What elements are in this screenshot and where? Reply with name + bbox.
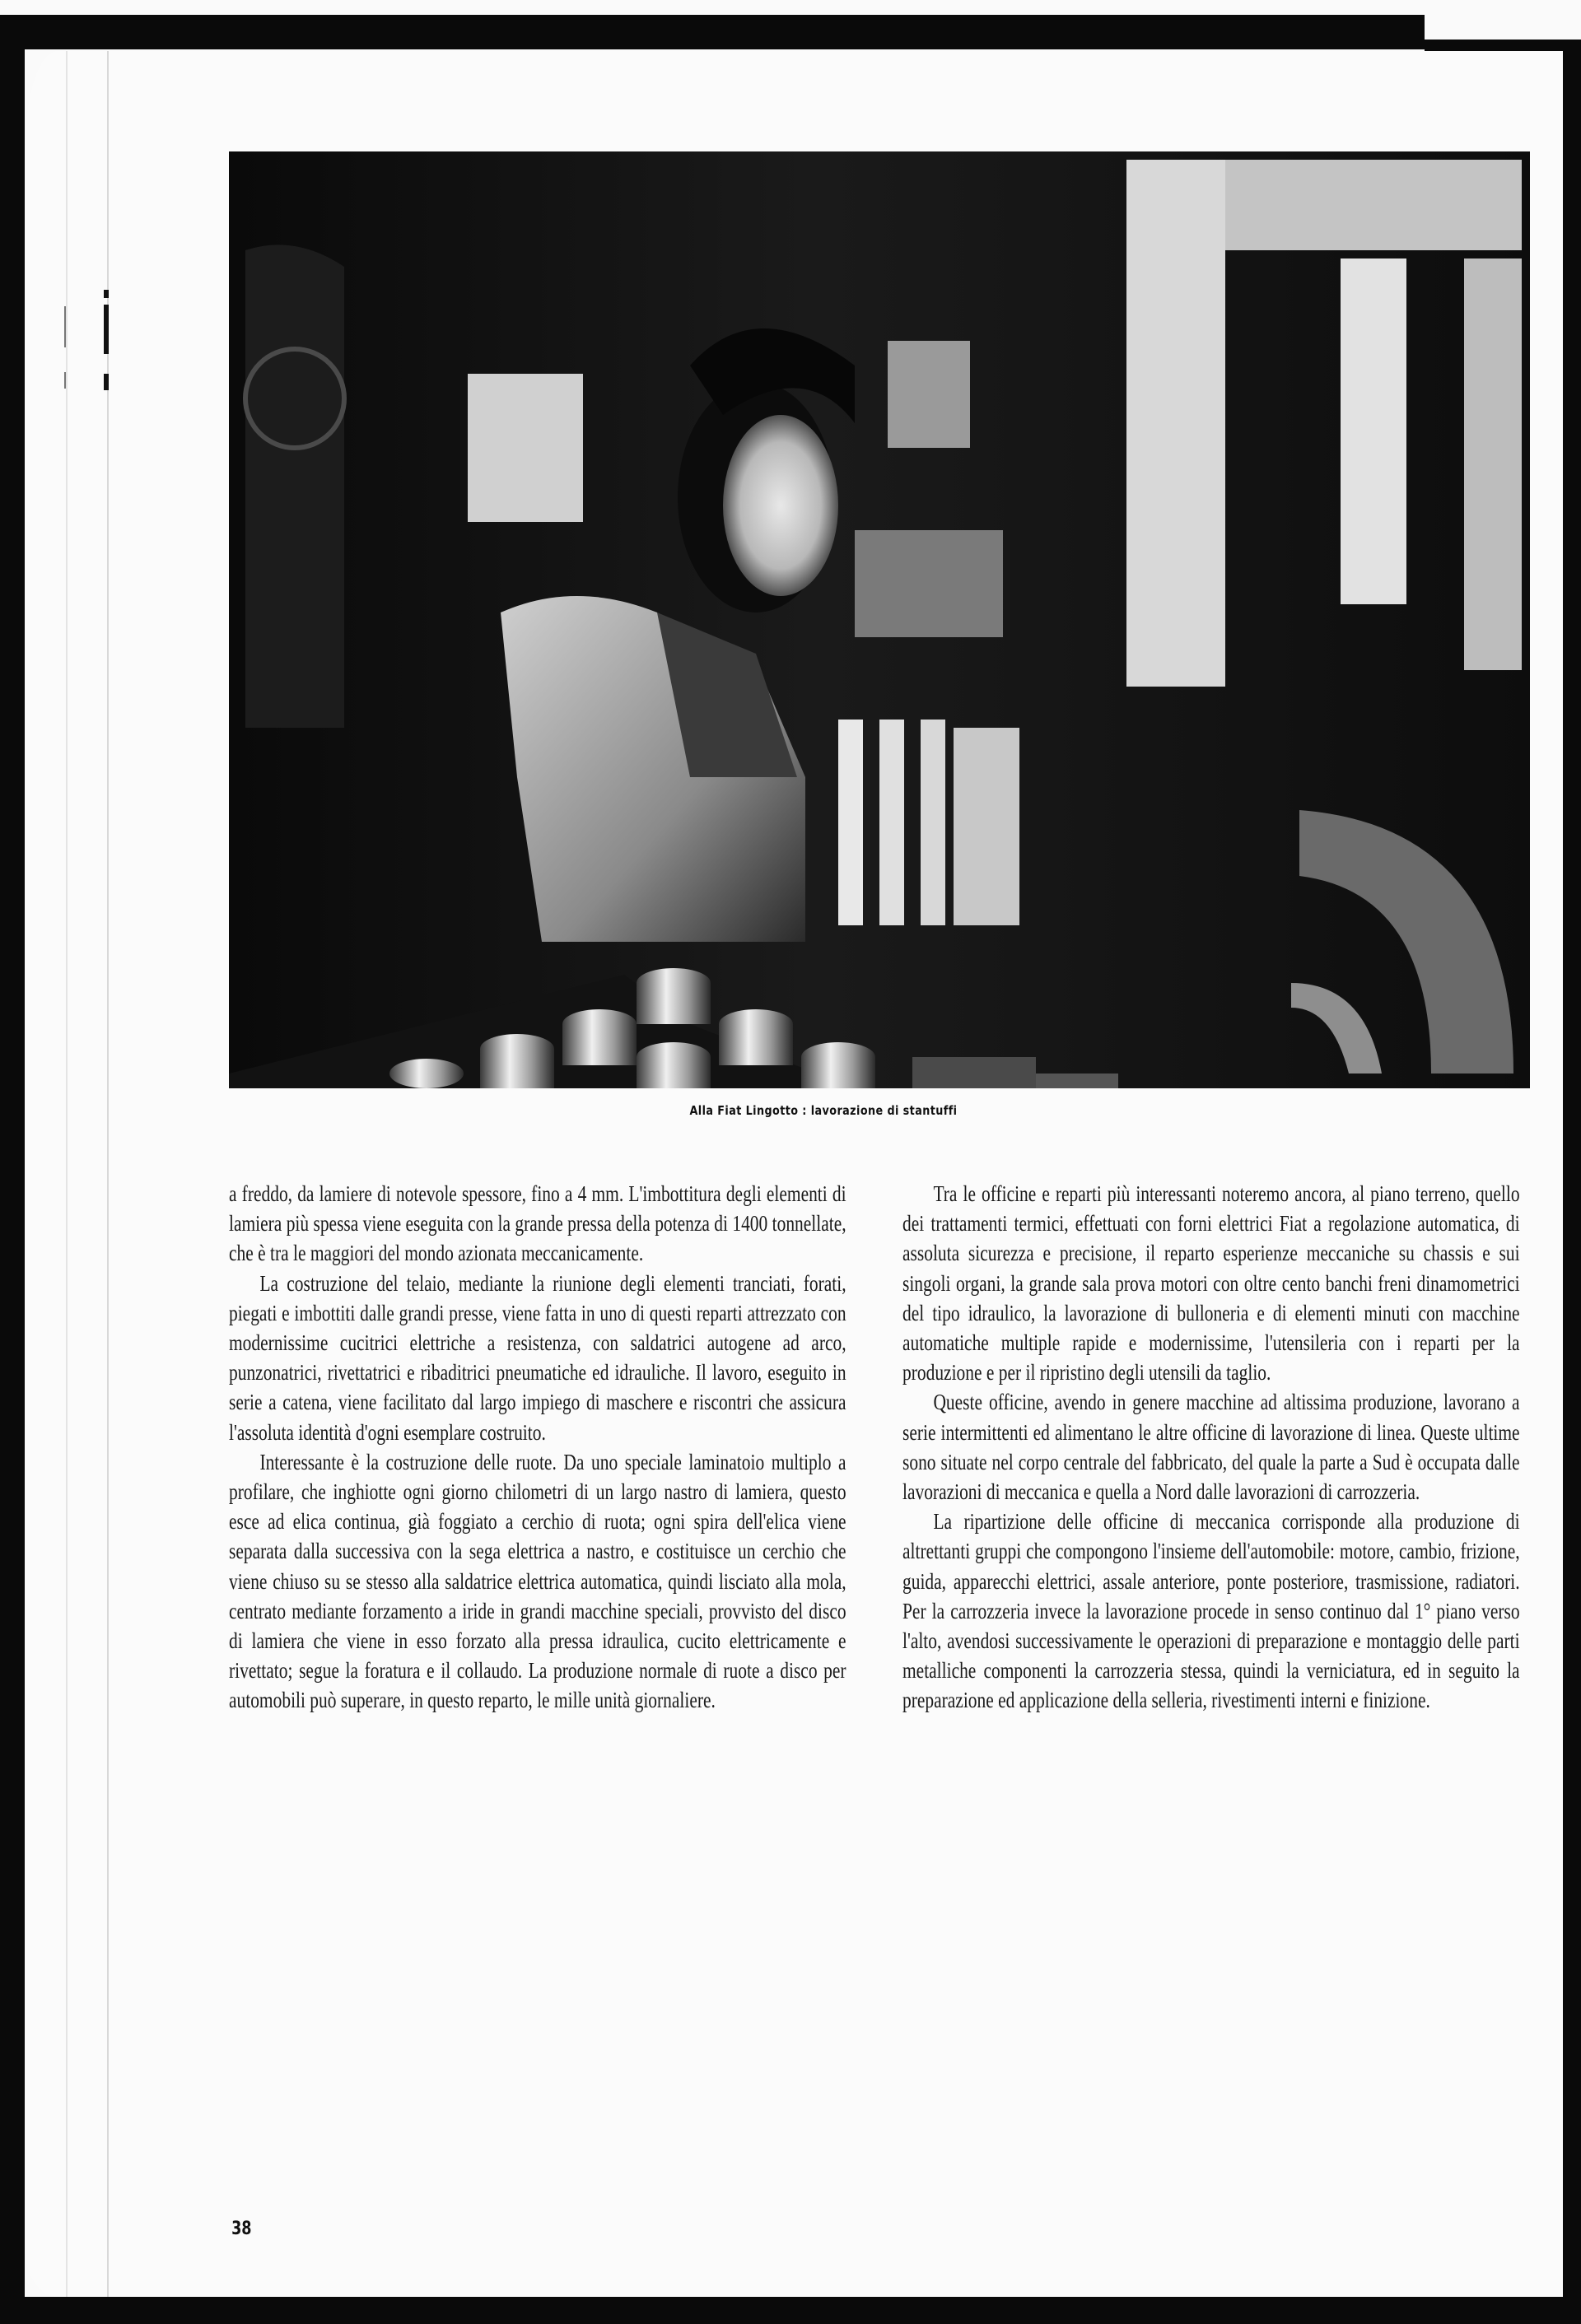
scan-border-top: [0, 15, 1425, 49]
photo-window: [1341, 258, 1406, 604]
page-stack-edge: [66, 51, 68, 2297]
machine-left: [245, 245, 344, 728]
binding-mark: [64, 372, 66, 389]
photo-window: [1126, 160, 1225, 687]
photo-window: [855, 530, 1003, 637]
binding-mark: [64, 306, 66, 347]
piston: [389, 1059, 464, 1088]
text-column-right: [902, 1179, 1520, 1716]
photo-window: [468, 374, 583, 522]
paragraph: La ripartizione delle officine di meccanica corrisponde alla produzione di altrettanti gruppi che compongono l'insieme dell'automobile: motore, cambio, frizione, guida, apparecchi elettrici, assale anteriore, ponte posteriore, trasmissione, radiatori. Per la carrozzeria invece la lavorazione procede in senso continuo dal 1° piano verso l'alto, avendosi successivamente le operazioni di preparazione e montaggio delle parti metalliche componenti la carrozzeria stessa, quindi la verniciatura, ed in seguito la preparazione ed applicazione della selleria, rivestimenti interni e finizione.: [902, 1508, 1520, 1713]
machine-bar: [838, 720, 863, 925]
piston: [719, 1024, 793, 1065]
scan-border-bottom: [0, 2297, 1581, 2324]
photo-window: [1464, 258, 1522, 670]
piston: [637, 1057, 711, 1088]
photo-window: [888, 341, 970, 448]
machine-block: [912, 1057, 1036, 1088]
paragraph: Tra le officine e reparti più interessanti noteremo ancora, al piano terreno, quello dei trattamenti termici, effettuati con forni elettrici Fiat a regolazione automatica, di assoluta sicurezza e precisione, il reparto esperienze meccaniche su chassis e sui singoli organi, la grande sala prova motori con oltre cento banchi freni dinamometrici del tipo idraulico, la lavorazione di bulloneria e di elementi minuti con macchine automatiche multiple rapide e modernissime, l'utensileria con i reparti per la produzione e per il ripristino degli utensili da taglio.: [902, 1181, 1520, 1386]
paragraph: a freddo, da lamiere di notevole spessore, fino a 4 mm. L'imbottitura degli elementi di lamiera più spessa viene eseguita con la grande pressa della potenza di 1400 tonnellate, che è tra le maggiori del mondo azionata meccanicamente.: [229, 1181, 846, 1266]
paragraph: Interessante è la costruzione delle ruote. Da uno speciale laminatoio multiplo a profilare, che inghiotte ogni giorno chilometri di un largo nastro di lamiera, questo esce ad elica continua, già foggiato a cerchio di ruota; ogni spira dell'elica viene separata dalla successiva con la sega elettrica a nastro, e costituisce un cerchio che viene chiuso su se stesso alla saldatrice elettrica automatica, quindi lisciato alla mola, centrato mediante forzamento a iride in grandi macchine speciali, provvisto del disco di lamiera che viene in esso forzato alla pressa idraulica, cucito elettricamente e rivettato; segue la foratura e il collaudo. La produzione normale di ruote a disco per automobili può superare, in questo reparto, le mille unità giornaliere.: [229, 1448, 846, 1713]
scan-border-left: [0, 15, 25, 2324]
machine-block: [1036, 1074, 1118, 1088]
photo-caption: Alla Fiat Lingotto : lavorazione di stantuffi: [689, 1103, 958, 1118]
paragraph: La costruzione del telaio, mediante la riunione degli elementi tranciati, forati, piegati e imbottiti dalle grandi presse, viene fatta in uno di questi reparti attrezzato con modernissime cucitrici elettriche a resistenza, con saldatrici autogene ad arco, punzonatrici, rivettatrici e ribaditrici pneumatiche ed idrauliche. Il lavoro, eseguito in serie a catena, viene facilitato dal largo impiego di maschere e riscontri che assicura l'assoluta identità d'ogni esemplare costruito.: [229, 1269, 846, 1445]
text-column-left: [229, 1179, 846, 1716]
piston: [801, 1057, 875, 1088]
binding-mark: [104, 290, 109, 298]
piston: [637, 983, 711, 1024]
machine-bar: [921, 720, 945, 925]
factory-photo: [229, 151, 1530, 1088]
photo-illustration: [229, 151, 1530, 1088]
machine-bar: [879, 720, 904, 925]
piston: [480, 1049, 554, 1088]
binding-mark: [104, 374, 109, 390]
paragraph: Queste officine, avendo in genere macchine ad altissima produzione, lavorano a serie intermittenti ed alimentano le altre officine di lavorazione di linea. Queste ultime sono situate nel corpo centrale del fabbricato, del quale la parte a Sud è occupata dalle lavorazioni di meccanica e quella a Nord dalle lavorazioni di carrozzeria.: [902, 1389, 1520, 1505]
page-number: 38: [231, 2219, 252, 2239]
worker-face: [723, 415, 838, 596]
photo-window: [1225, 160, 1522, 250]
binding-mark: [104, 305, 109, 354]
scan-border-right: [1560, 45, 1581, 2324]
piston: [562, 1024, 637, 1065]
machine-bar: [954, 728, 1019, 925]
